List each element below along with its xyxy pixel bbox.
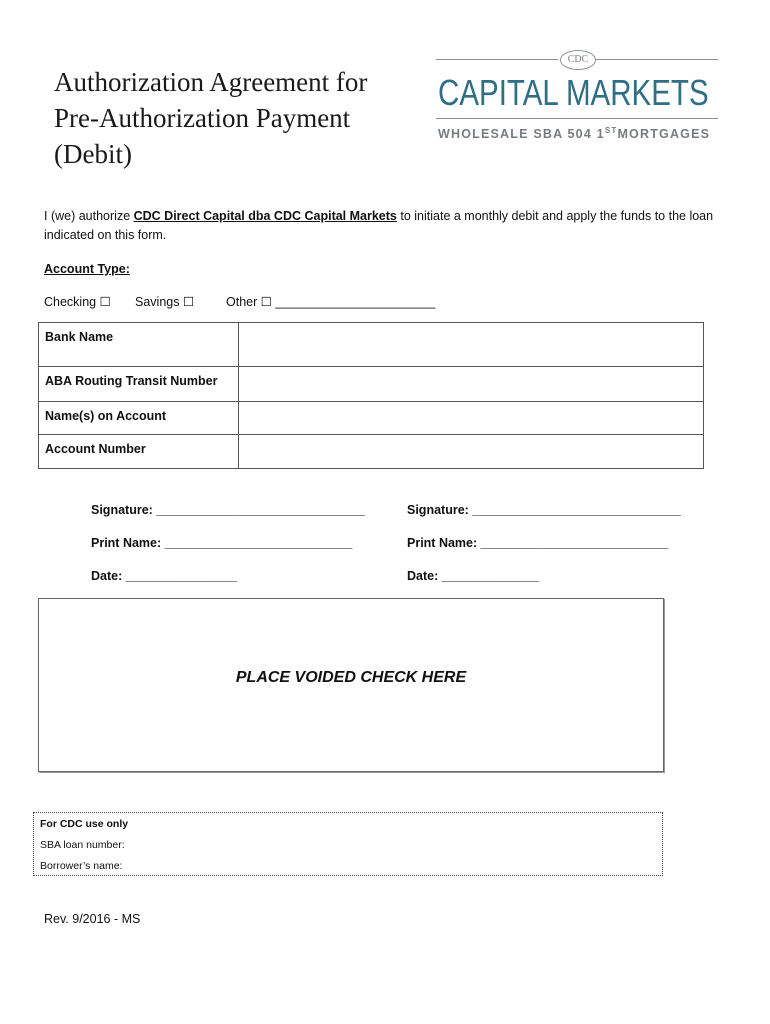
intro-prefix: I (we) authorize <box>44 209 134 223</box>
signature-line-2[interactable]: Signature: ______________________________ <box>407 503 681 517</box>
bank-name-label: Bank Name <box>39 323 239 367</box>
account-type-heading: Account Type: <box>44 262 130 276</box>
tagline-sup: ST <box>604 126 618 135</box>
print-name-line-2[interactable]: Print Name: ___________________________ <box>407 536 669 550</box>
cdc-badge: CDC <box>560 50 596 70</box>
bank-info-table <box>38 322 704 469</box>
routing-number-label: ABA Routing Transit Number <box>39 367 239 402</box>
revision-note: Rev. 9/2016 - MS <box>44 912 141 926</box>
date-line-2[interactable]: Date: ______________ <box>407 569 540 583</box>
date-line-1[interactable]: Date: ________________ <box>91 569 237 583</box>
cdc-use-box <box>33 812 663 876</box>
borrower-name-label: Borrower’s name: <box>40 860 123 872</box>
title-line-1: Authorization Agreement for <box>54 67 368 97</box>
account-names-label: Name(s) on Account <box>39 402 239 435</box>
savings-option[interactable]: Savings ☐ <box>135 295 195 309</box>
account-number-label: Account Number <box>39 435 239 469</box>
checking-option[interactable]: Checking ☐ <box>44 295 111 309</box>
voided-check-area <box>38 598 664 772</box>
other-option[interactable]: Other ☐ _______________________ <box>226 295 436 309</box>
signature-line-1[interactable]: Signature: ______________________________ <box>91 503 365 517</box>
print-name-line-1[interactable]: Print Name: ___________________________ <box>91 536 353 550</box>
sba-loan-number-label: SBA loan number: <box>40 839 125 851</box>
routing-number-field[interactable] <box>239 367 704 402</box>
company-name: CDC Direct Capital dba CDC Capital Markets <box>133 209 397 223</box>
account-names-field[interactable] <box>239 402 704 435</box>
table-row <box>39 435 704 469</box>
table-row <box>39 367 704 402</box>
bank-name-field[interactable] <box>239 323 704 367</box>
logo-brand: CAPITAL MARKETS <box>438 72 709 113</box>
title-line-3: (Debit) <box>54 139 132 169</box>
logo-rule-left <box>436 59 558 60</box>
cdc-use-heading: For CDC use only <box>40 818 129 830</box>
logo-tagline <box>438 126 728 141</box>
logo-rule-bottom <box>436 118 718 119</box>
authorization-statement <box>44 207 724 245</box>
intro-suffix: to initiate a monthly debit and apply the funds to the loan indicated on this form. <box>44 209 714 242</box>
title-line-2: Pre-Authorization Payment <box>54 103 351 133</box>
voided-check-label: PLACE VOIDED CHECK HERE <box>235 669 467 686</box>
table-row <box>39 402 704 435</box>
account-number-field[interactable] <box>239 435 704 469</box>
capital-markets-logo <box>436 46 718 146</box>
tagline-suffix: MORTGAGES <box>617 127 711 142</box>
form-title <box>54 64 424 172</box>
tagline-prefix: WHOLESALE SBA 504 1 <box>438 127 605 142</box>
logo-rule-right <box>596 59 718 60</box>
table-row <box>39 323 704 367</box>
